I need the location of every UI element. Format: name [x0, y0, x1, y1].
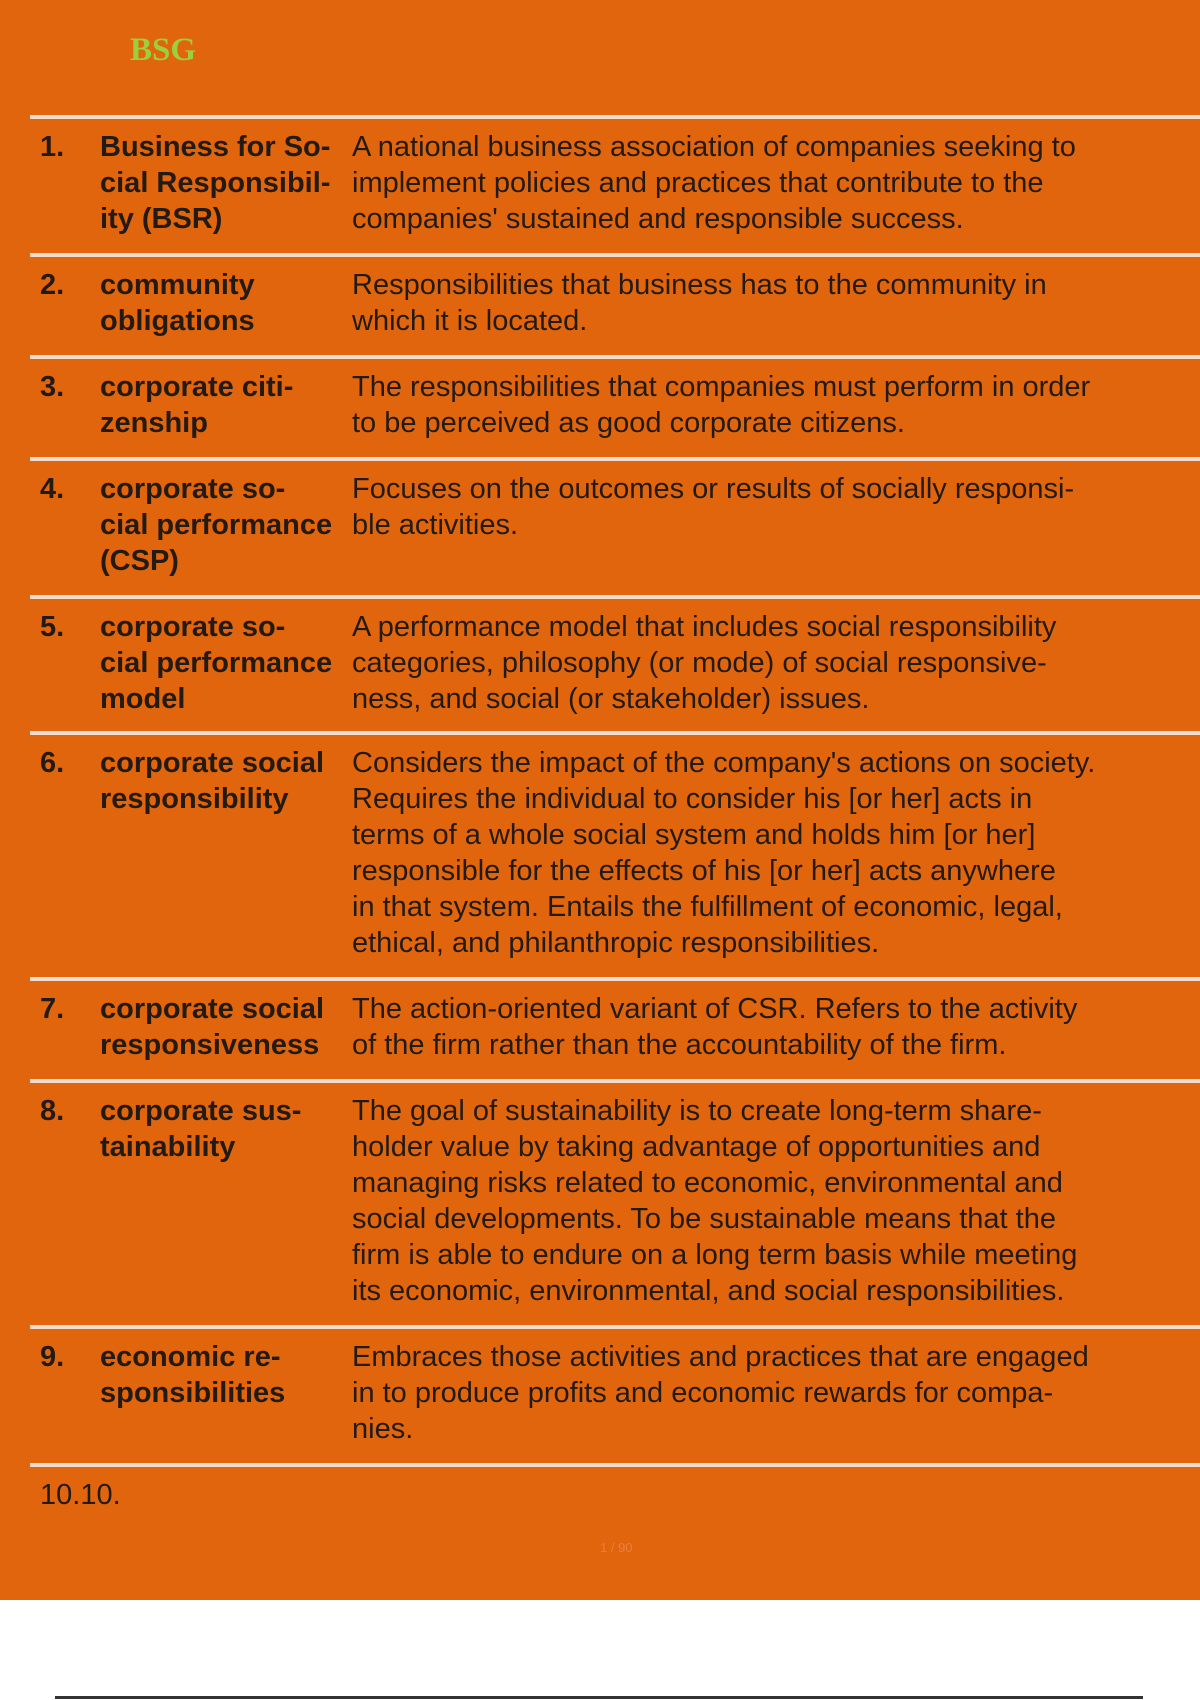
definition-line: Embraces those activities and practices that are engaged — [352, 1341, 1089, 1373]
entry-definition — [352, 129, 1200, 237]
entry-number: 9. — [40, 1341, 65, 1373]
entry-definition — [352, 609, 1200, 717]
definition-line: companies' sustained and responsible success. — [352, 203, 964, 235]
definition-line: Focuses on the outcomes or results of socially responsi- — [352, 473, 1075, 505]
entry-definition — [352, 471, 1200, 579]
term-line: cial performance — [100, 509, 333, 541]
entry-definition — [352, 1339, 1200, 1447]
entry-definition — [352, 1093, 1200, 1309]
term-line: corporate sus- — [100, 1095, 302, 1127]
definition-line: ethical, and philanthropic responsibilities. — [352, 927, 880, 959]
definition-line: its economic, environmental, and social responsibilities. — [352, 1275, 1065, 1307]
definition-line: nies. — [352, 1413, 414, 1445]
entry-term — [100, 1339, 352, 1447]
definition-line: Considers the impact of the company's actions on society. — [352, 747, 1096, 779]
term-line: corporate so- — [100, 473, 286, 505]
glossary-row — [30, 1079, 1200, 1325]
definition-line: social developments. To be sustainable means that the — [352, 1203, 1056, 1235]
definition-line: in that system. Entails the fulfillment of economic, legal, — [352, 891, 1063, 923]
entry-number: 6. — [40, 747, 65, 779]
term-line: tainability — [100, 1131, 236, 1163]
glossary-row — [30, 355, 1200, 457]
definition-line: which it is located. — [352, 305, 588, 337]
definition-line: firm is able to endure on a long term basis while meeting — [352, 1239, 1078, 1271]
entry-definition — [352, 745, 1200, 961]
term-line: model — [100, 683, 186, 715]
term-line: Business for So- — [100, 131, 331, 163]
glossary-row — [30, 253, 1200, 355]
term-line: sponsibilities — [100, 1377, 286, 1409]
term-line: cial performance — [100, 647, 333, 679]
entry-number: 8. — [40, 1095, 65, 1127]
entry-term — [100, 471, 352, 579]
definition-line: The goal of sustainability is to create long-term share- — [352, 1095, 1042, 1127]
definition-line: terms of a whole social system and holds him [or her] — [352, 819, 1036, 851]
entry-definition — [352, 369, 1200, 441]
page-header: BSG — [130, 32, 197, 68]
glossary-row — [30, 977, 1200, 1079]
entry-definition — [352, 267, 1200, 339]
glossary-row — [30, 595, 1200, 731]
definition-line: categories, philosophy (or mode) of social responsive- — [352, 647, 1047, 679]
definition-line: The action-oriented variant of CSR. Refers to the activity — [352, 993, 1078, 1025]
term-line: community — [100, 269, 255, 301]
definition-line: A performance model that includes social responsibility — [352, 611, 1057, 643]
glossary-row — [30, 115, 1200, 253]
definition-line: of the firm rather than the accountability of the firm. — [352, 1029, 1007, 1061]
entry-number: 4. — [40, 473, 65, 505]
term-line: corporate citi- — [100, 371, 294, 403]
entry-term — [100, 369, 352, 441]
term-line: economic re- — [100, 1341, 281, 1373]
entry-term — [100, 267, 352, 339]
entry-definition — [352, 991, 1200, 1063]
definition-line: ness, and social (or stakeholder) issues. — [352, 683, 870, 715]
entry-number: 2. — [40, 269, 65, 301]
definition-line: A national business association of companies seeking to — [352, 131, 1076, 163]
glossary-table — [30, 115, 1200, 1513]
bottom-rule — [55, 1696, 1143, 1699]
term-line: responsibility — [100, 783, 289, 815]
term-line: zenship — [100, 407, 208, 439]
entry-number: 5. — [40, 611, 65, 643]
entry-number: 7. — [40, 993, 65, 1025]
term-line: obligations — [100, 305, 255, 337]
definition-line: Requires the individual to consider his [or her] acts in — [352, 783, 1033, 815]
entry-term — [100, 991, 352, 1063]
entry-number: 1. — [40, 131, 65, 163]
term-line: (CSP) — [100, 545, 179, 577]
glossary-tail: 10.10. — [30, 1463, 1200, 1513]
glossary-row — [30, 457, 1200, 595]
entry-term — [100, 609, 352, 717]
term-line: responsiveness — [100, 1029, 320, 1061]
term-line: corporate so- — [100, 611, 286, 643]
term-line: ity (BSR) — [100, 203, 223, 235]
glossary-row — [30, 731, 1200, 977]
page-number: 1 / 90 — [600, 1540, 633, 1555]
term-line: corporate social — [100, 747, 325, 779]
entry-term — [100, 1093, 352, 1309]
definition-line: holder value by taking advantage of opportunities and — [352, 1131, 1041, 1163]
definition-line: to be perceived as good corporate citizens. — [352, 407, 905, 439]
entry-term — [100, 129, 352, 237]
entry-term — [100, 745, 352, 961]
definition-line: Responsibilities that business has to the community in — [352, 269, 1047, 301]
term-line: corporate social — [100, 993, 325, 1025]
glossary-row — [30, 1325, 1200, 1463]
definition-line: in to produce profits and economic rewards for compa- — [352, 1377, 1054, 1409]
term-line: cial Responsibil- — [100, 167, 331, 199]
definition-line: managing risks related to economic, environmental and — [352, 1167, 1063, 1199]
definition-line: implement policies and practices that contribute to the — [352, 167, 1044, 199]
definition-line: ble activities. — [352, 509, 519, 541]
entry-number: 3. — [40, 371, 65, 403]
definition-line: responsible for the effects of his [or her] acts anywhere — [352, 855, 1056, 887]
definition-line: The responsibilities that companies must perform in order — [352, 371, 1091, 403]
